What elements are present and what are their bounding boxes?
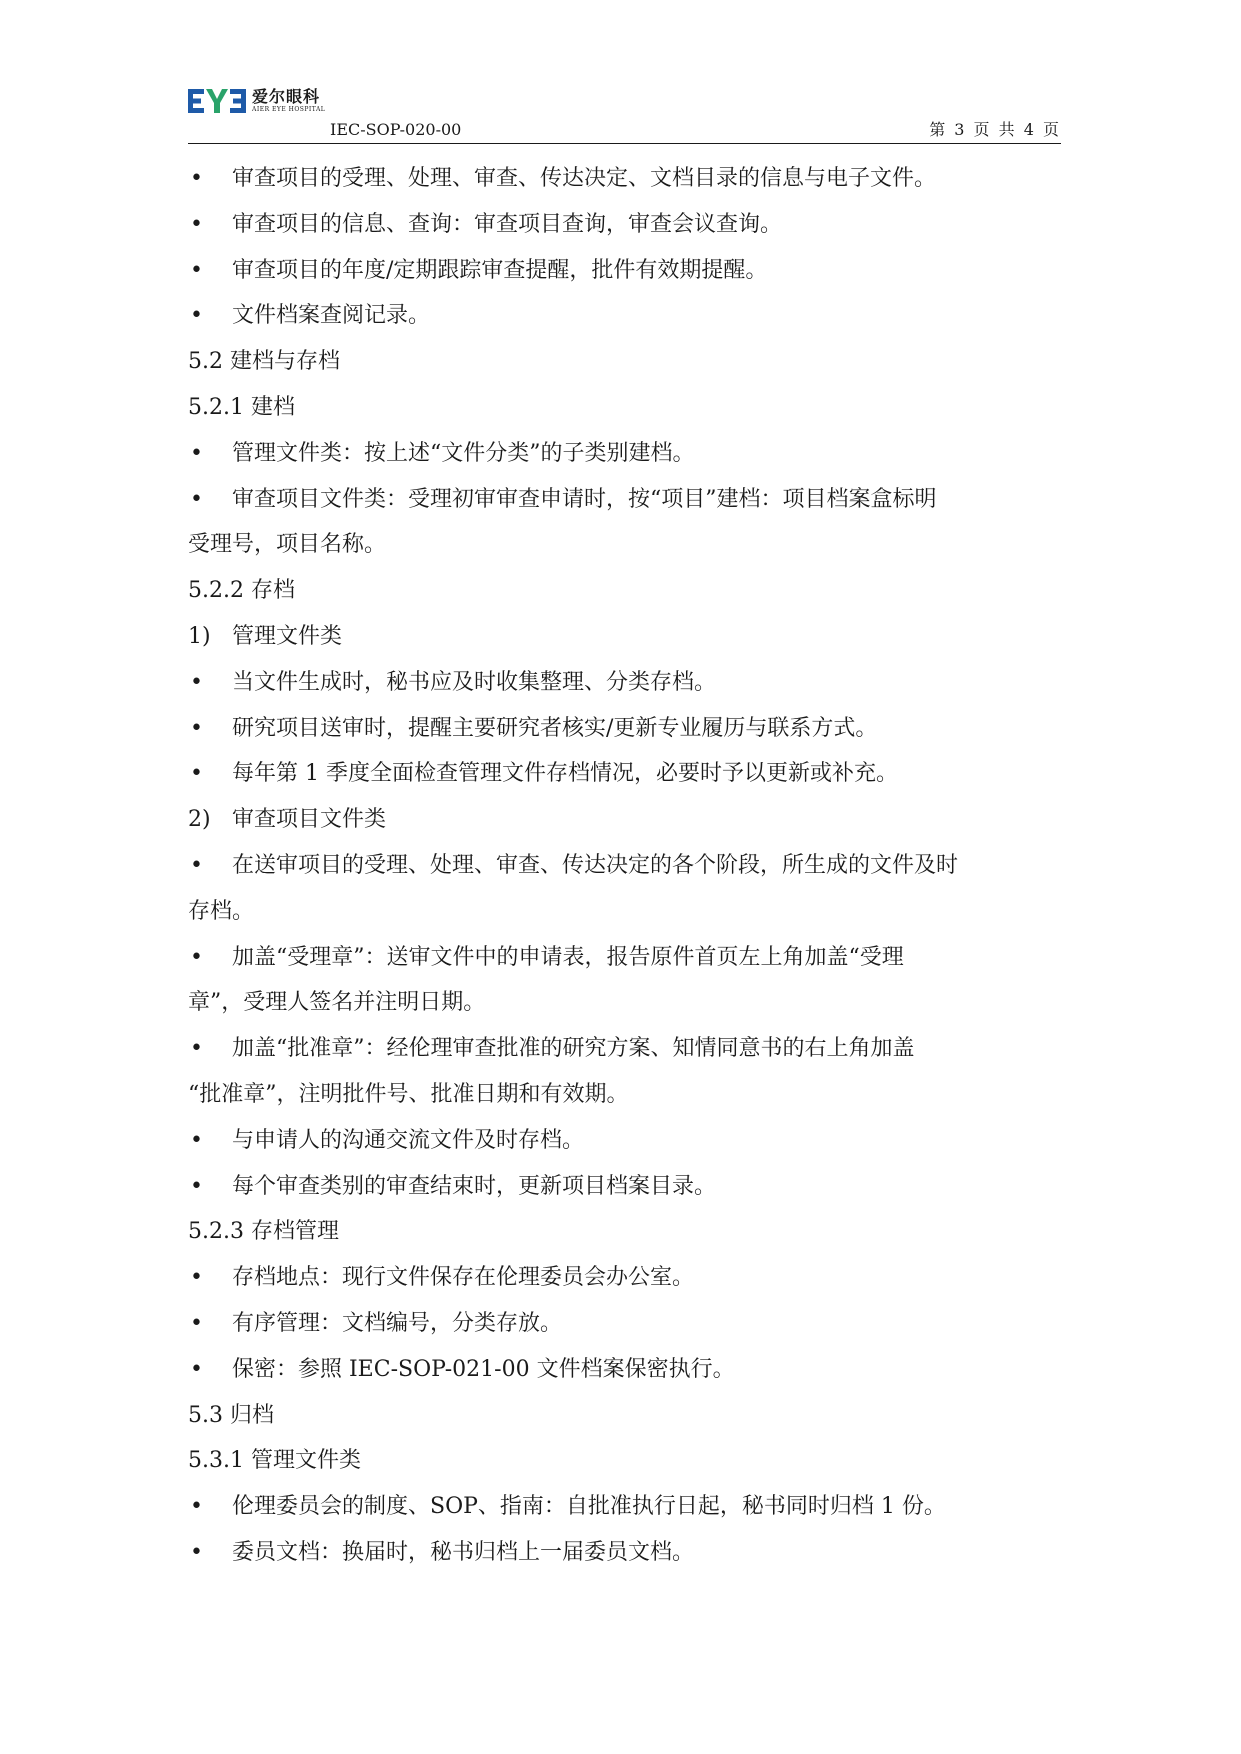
list-item [188, 935, 1061, 981]
list-item-text: 文件档案查阅记录。 [232, 303, 431, 329]
list-item [188, 1026, 1061, 1072]
list-item [188, 293, 1061, 339]
bullet-icon: • [190, 1127, 203, 1153]
document-body [188, 156, 1061, 1576]
list-item-text: 每年第 1 季度全面检查管理文件存档情况，必要时予以更新或补充。 [232, 761, 898, 787]
bullet-icon: • [190, 303, 203, 329]
list-item [188, 751, 1061, 797]
list-item-text: 有序管理：文档编号，分类存放。 [232, 1310, 563, 1336]
list-item [188, 431, 1061, 477]
list-item-text: 管理文件类：按上述“文件分类”的子类别建档。 [232, 440, 695, 466]
bullet-icon: • [190, 1265, 203, 1291]
section-heading: 5.3 归档 [188, 1402, 274, 1428]
list-item-text: 当文件生成时，秘书应及时收集整理、分类存档。 [232, 669, 717, 695]
section-heading: 5.2 建档与存档 [188, 349, 340, 375]
page-header [188, 82, 1061, 144]
list-item-continuation: 章”，受理人签名并注明日期。 [188, 990, 486, 1016]
bullet-icon: • [190, 1356, 203, 1382]
numbered-heading-text: 管理文件类 [232, 623, 343, 649]
list-item-continuation: 存档。 [188, 898, 255, 924]
item-number: 1) [188, 623, 211, 649]
list-item-text: 审查项目的年度/定期跟踪审查提醒，批件有效期提醒。 [232, 257, 768, 283]
bullet-icon: • [190, 211, 203, 237]
list-item [188, 202, 1061, 248]
logo [188, 88, 325, 114]
bullet-icon: • [190, 1494, 203, 1520]
list-item-text: 审查项目的信息、查询：审查项目查询，审查会议查询。 [232, 211, 783, 237]
bullet-icon: • [190, 486, 203, 512]
list-item-continuation: 受理号，项目名称。 [188, 532, 387, 558]
numbered-heading [188, 614, 1061, 660]
bullet-icon: • [190, 166, 203, 191]
list-item [188, 706, 1061, 752]
list-item-text: 保密：参照 IEC-SOP-021-00 文件档案保密执行。 [232, 1356, 735, 1382]
list-item [188, 1255, 1061, 1301]
list-item-text: 与申请人的沟通交流文件及时存档。 [232, 1127, 585, 1153]
list-item-text: 每个审查类别的审查结束时，更新项目档案目录。 [232, 1173, 717, 1199]
bullet-icon: • [190, 1539, 203, 1565]
bullet-icon: • [190, 1036, 203, 1062]
list-item-text: 研究项目送审时，提醒主要研究者核实/更新专业履历与联系方式。 [232, 715, 878, 741]
list-item-text: 伦理委员会的制度、SOP、指南：自批准执行日起，秘书同时归档 1 份。 [232, 1494, 946, 1520]
eye-logo-icon [188, 88, 246, 114]
numbered-heading [188, 797, 1061, 843]
bullet-icon: • [190, 715, 203, 741]
logo-english-name: AIER EYE HOSPITAL [252, 106, 326, 113]
page-number: 第 3 页 共 4 页 [929, 120, 1061, 139]
list-item [188, 1164, 1061, 1210]
list-item [188, 248, 1061, 294]
subsection-heading: 5.3.1 管理文件类 [188, 1448, 361, 1474]
list-item-text: 审查项目的受理、处理、审查、传达决定、文档目录的信息与电子文件。 [232, 166, 937, 191]
subsection-heading: 5.2.1 建档 [188, 394, 295, 420]
list-item [188, 1484, 1061, 1530]
bullet-icon: • [190, 1173, 203, 1199]
list-item [188, 156, 1061, 202]
list-item [188, 477, 1061, 523]
list-item-text: 加盖“批准章”：经伦理审查批准的研究方案、知情同意书的右上角加盖 [232, 1036, 915, 1062]
subsection-heading: 5.2.2 存档 [188, 578, 295, 604]
header-divider [188, 143, 1061, 145]
numbered-heading-text: 审查项目文件类 [232, 807, 387, 833]
bullet-icon: • [190, 257, 203, 283]
list-item-text: 加盖“受理章”：送审文件中的申请表，报告原件首页左上角加盖“受理 [232, 944, 904, 970]
list-item [188, 1530, 1061, 1576]
document-code: IEC-SOP-020-00 [330, 120, 462, 139]
list-item [188, 843, 1061, 889]
list-item-text: 审查项目文件类：受理初审审查申请时，按“项目”建档：项目档案盒标明 [232, 486, 937, 512]
subsection-heading: 5.2.3 存档管理 [188, 1219, 339, 1245]
list-item [188, 1118, 1061, 1164]
bullet-icon: • [190, 440, 203, 466]
logo-chinese-name: 爱尔眼科 [252, 87, 321, 106]
list-item [188, 1301, 1061, 1347]
bullet-icon: • [190, 669, 203, 695]
bullet-icon: • [190, 1310, 203, 1336]
list-item-text: 委员文档：换届时，秘书归档上一届委员文档。 [232, 1539, 695, 1565]
item-number: 2) [188, 807, 211, 833]
list-item-text: 存档地点：现行文件保存在伦理委员会办公室。 [232, 1265, 695, 1291]
bullet-icon: • [190, 761, 203, 787]
bullet-icon: • [190, 852, 203, 878]
bullet-icon: • [190, 944, 203, 970]
list-item [188, 1347, 1061, 1393]
list-item [188, 660, 1061, 706]
list-item-continuation: “批准章”，注明批件号、批准日期和有效期。 [188, 1081, 629, 1107]
list-item-text: 在送审项目的受理、处理、审查、传达决定的各个阶段，所生成的文件及时 [232, 852, 959, 878]
